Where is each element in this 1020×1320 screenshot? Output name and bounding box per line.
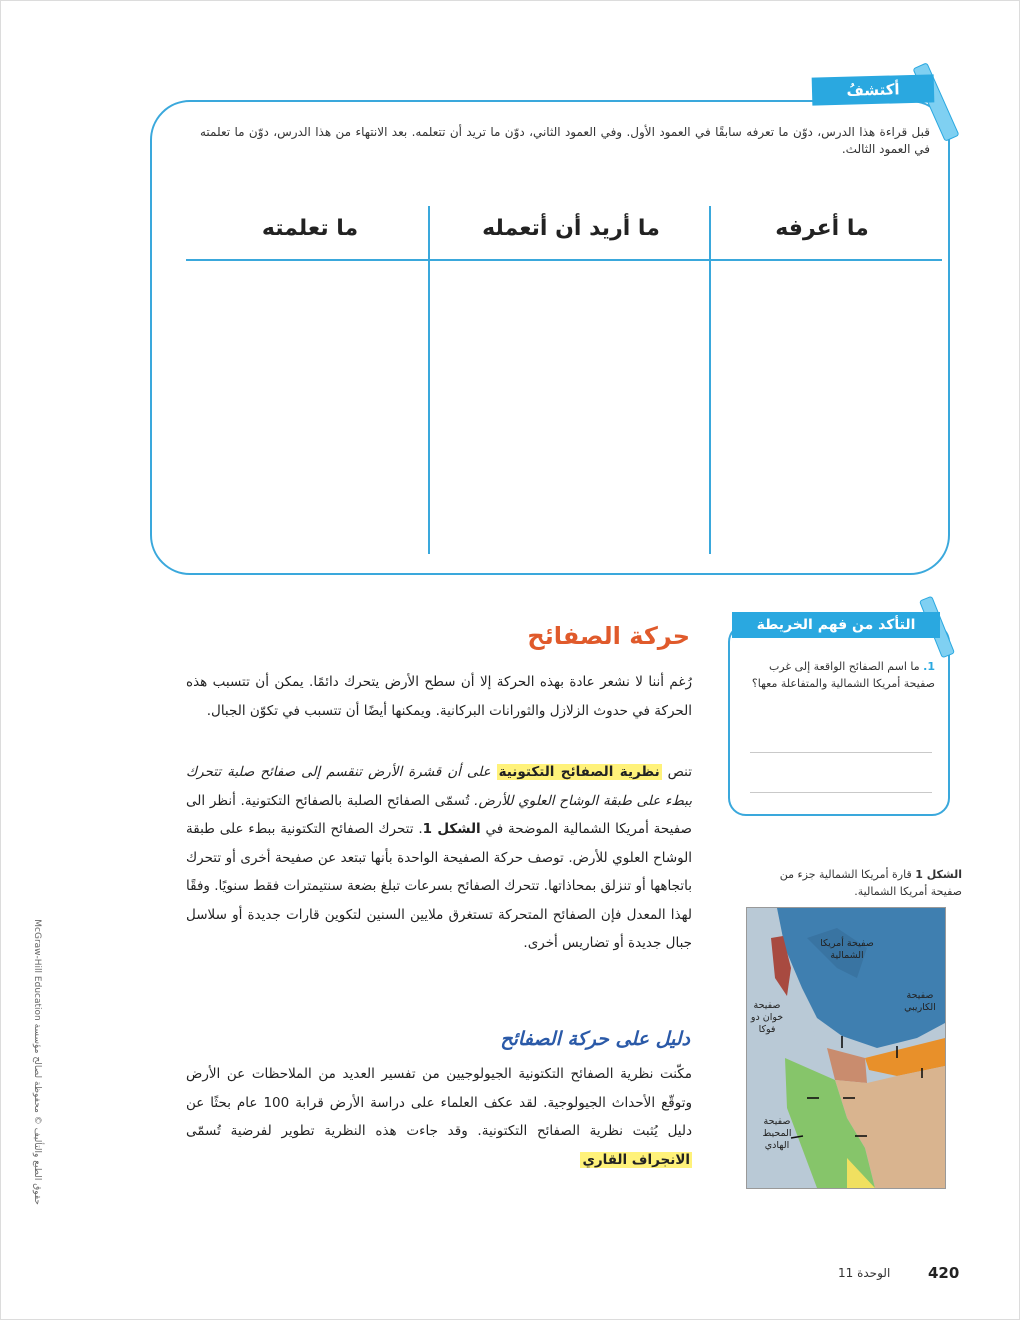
question-number: 1. — [923, 660, 935, 673]
figure-caption: الشكل 1 قارة أمريكا الشمالية جزء من صفيحة أمريكا الشمالية. — [779, 868, 962, 898]
label-pacific-plate: صفيحة المحيط الهادي — [762, 1116, 792, 1151]
kwl-box — [150, 100, 950, 575]
plates-map — [746, 907, 946, 1189]
unit-label: الوحدة 11 — [838, 1266, 891, 1280]
explore-instructions: قبل قراءة هذا الدرس، دوّن ما تعرفه سابقًا في العمود الأول. وفي العمود الثاني، دوّن ما تريد أن تتعلمه. بعد الانتهاء من هذا الدرس، دوّن ما تعلمته في العمود الثالث. — [200, 125, 930, 156]
kwl-header-want: ما أريد أن أتعمله — [482, 216, 660, 241]
label-caribbean-plate: صفيحة الكاريبي — [904, 990, 936, 1013]
kwl-header-know: ما أعرفه — [775, 216, 869, 241]
kwl-header-divider — [186, 259, 942, 261]
copyright-notice: حقوق الطبع والتأليف © محفوظة لصالح مؤسسة McGraw-Hill Education — [32, 919, 42, 1205]
answer-line[interactable] — [750, 752, 932, 753]
kwl-column-divider — [709, 206, 711, 554]
map-check-question — [745, 658, 935, 692]
key-term-plate-tectonics: نظرية الصفائح التكتونية — [498, 764, 660, 780]
figure-reference: الشكل 1 — [422, 821, 481, 837]
page-number: 420 — [928, 1264, 960, 1282]
kwl-column-divider — [428, 206, 430, 554]
paragraph: مكّنت نظرية الصفائح التكتونية الجيولوجيين من تفسير العديد من الملاحظات عن الأرض وتوقّع الأحداث الجيولوجية. لقد عكف العلماء على دراسة الأرض قرابة 100 عام بحثًا عن دليل يُثبت نظرية الصفائح التكتونية. وقد جاءت هذه النظرية تطوير لفرضية تُسمّى الانجراف القاري — [186, 1066, 692, 1168]
paragraph: رُغم أننا لا نشعر عادة بهذه الحركة إلا أن سطح الأرض يتحرك دائمًا. يمكن أن تتسبب هذه الحركة في حدوث الزلازل والثورانات البركانية. ويمكنها أيضًا أن تتسبب في تكوّن الجبال. — [186, 674, 692, 719]
answer-line[interactable] — [750, 792, 932, 793]
map-check-tab: التأكد من فهم الخريطة — [732, 612, 940, 638]
kwl-header-learned: ما تعلمته — [261, 216, 359, 241]
subsection-title: دليل على حركة الصفائح — [500, 1028, 690, 1050]
map-check-box — [728, 624, 950, 816]
paragraph: تنص نظرية الصفائح التكتونية على أن قشرة الأرض تنقسم إلى صفائح صلبة تتحرك ببطء على طبقة الوشاح العلوي للأرض. تُسمّى الصفائح الصلبة بالصفائح التكتونية. أنظر الى صفيحة أمريكا الشمالية الموضحة في الشكل 1. تتحرك الصفائح التكتونية ببطء على طبقة الوشاح العلوي للأرض. توصف حركة الصفيحة الواحدة بأنها تبتعد عن صفيحة أخرى أو تتحرك باتجاهها أو تنزلق بمحاذاتها. تتحرك الصفائح بسرعات تبلغ بضعة سنتيمترات فقط سنويًا. وفقًا لهذا المعدل فإن الصفائح المتحركة تستغرق ملايين السنين لتكوين قارات جديدة أو سلاسل جبال جديدة أو تضاريس أخرى. — [186, 764, 692, 951]
explore-tab: أكتشفُ — [812, 74, 935, 105]
label-north-american-plate: صفيحة أمريكا الشمالية — [820, 938, 874, 961]
question-text: ما اسم الصفائح الواقعة إلى غرب صفيحة أمريكا الشمالية والمتفاعلة معها؟ — [751, 660, 935, 690]
section-title: حركة الصفائح — [527, 622, 690, 650]
key-term-continental-drift: الانجراف القاري — [582, 1151, 690, 1168]
label-juan-de-fuca-plate: صفيحة خوان دو فوكا — [750, 1000, 784, 1035]
